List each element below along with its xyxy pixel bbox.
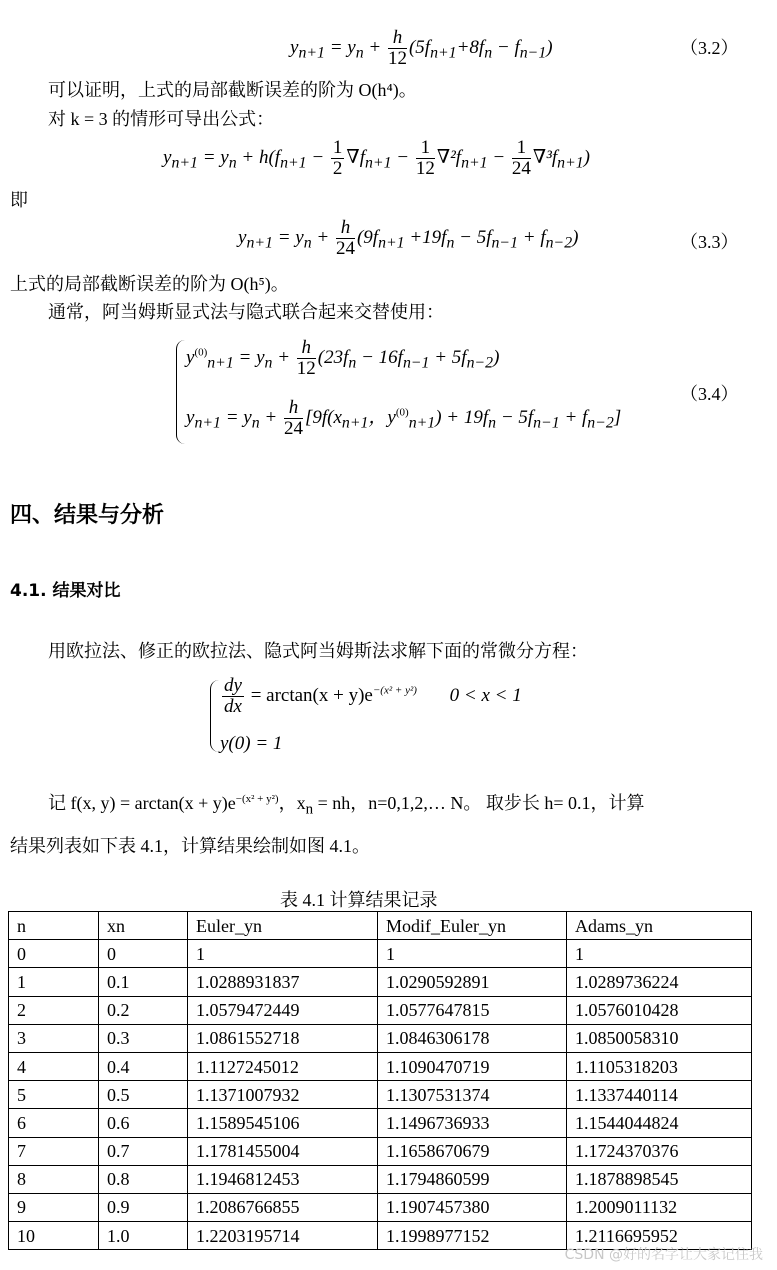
column-header: Modif_Euler_yn [378, 912, 567, 940]
brace [210, 680, 219, 752]
equation-3-2: $y_{n+1} = y_n$ + $\frac{h}{12}$ $(5f_{n+1}+8f_n - f_{n-1})$ [290, 27, 553, 69]
equation-3-4-line1: $y^{(0)}_{n+1} = y_n$ + $\frac{h}{12}$ $(23f_n - 16f_{n-1} + 5f_{n-2})$ [186, 337, 500, 379]
table-cell: 1.0850058310 [567, 1024, 752, 1052]
table-cell: 1.2116695952 [567, 1222, 752, 1250]
table-cell: 1.0 [99, 1222, 188, 1250]
table-cell: 0.4 [99, 1052, 188, 1080]
table-cell: 0 [9, 940, 99, 968]
paragraph: 结果列表如下表 4.1，计算结果绘制如图 4.1。 [10, 836, 370, 856]
table-cell: 10 [9, 1222, 99, 1250]
table-cell: 0.9 [99, 1193, 188, 1221]
paragraph: 对 k = 3 的情形可导出公式： [48, 109, 275, 129]
table-cell: 1.0846306178 [378, 1024, 567, 1052]
table-cell: 8 [9, 1165, 99, 1193]
table-row [9, 940, 752, 968]
table-cell: 1.1946812453 [188, 1165, 378, 1193]
table-cell: 0.3 [99, 1024, 188, 1052]
table-cell: 0.8 [99, 1165, 188, 1193]
paragraph: 上式的局部截断误差的阶为 O(h⁵)。 [10, 274, 289, 294]
equation-3-4-line2: $y_{n+1} = y_n$ + $\frac{h}{24}$ [$9f(x_{n+1}$，$y^{(0)}_{n+1}) + 19f_n - 5f_{n-1} + f_{n-2}$] [186, 397, 622, 439]
table-cell: 1.1496736933 [378, 1109, 567, 1137]
table-cell: 0 [99, 940, 188, 968]
table-row [9, 1024, 752, 1052]
column-header: n [9, 912, 99, 940]
table-cell: 1.2009011132 [567, 1193, 752, 1221]
table-cell: 1.1907457380 [378, 1193, 567, 1221]
table-cell: 7 [9, 1137, 99, 1165]
table-cell: 1.1658670679 [378, 1137, 567, 1165]
equation-3-3: $y_{n+1} = y_n$ + $\frac{h}{24}$ $(9f_{n+1} +19f_n - 5f_{n-1} + f_{n-2})$ [238, 217, 579, 259]
column-header: Adams_yn [567, 912, 752, 940]
table-row [9, 1109, 752, 1137]
table-row [9, 1137, 752, 1165]
table-cell: 1 [188, 940, 378, 968]
table-row [9, 968, 752, 996]
column-header: Euler_yn [188, 912, 378, 940]
table-cell: 1.1127245012 [188, 1052, 378, 1080]
table-cell: 0.2 [99, 996, 188, 1024]
section-heading: 四、结果与分析 [10, 503, 165, 528]
table-cell: 0.6 [99, 1109, 188, 1137]
table-cell: 1 [9, 968, 99, 996]
table-cell: 1.1589545106 [188, 1109, 378, 1137]
equation-number: （3.3） [680, 232, 739, 252]
table-row [9, 996, 752, 1024]
table-cell: 1 [378, 940, 567, 968]
table-cell: 1.1724370376 [567, 1137, 752, 1165]
table-row [9, 1081, 752, 1109]
table-cell: 1.2086766855 [188, 1193, 378, 1221]
ode-equation: $\frac{dy}{dx}$ = $\arctan(x + y)e^{-(x^2 + y^2)}$ 0 < x < 1 [224, 675, 522, 717]
table-caption: 表 4.1 计算结果记录 [280, 890, 438, 910]
table-cell: 2 [9, 996, 99, 1024]
watermark: CSDN @好的名字让大家记住我 [564, 1247, 763, 1263]
table-cell: 4 [9, 1052, 99, 1080]
table-cell: 0.7 [99, 1137, 188, 1165]
paragraph: 即 [10, 190, 28, 210]
subsection-heading: 4.1. 结果对比 [10, 581, 121, 601]
table-cell: 1.0576010428 [567, 996, 752, 1024]
paragraph: 通常，阿当姆斯显式法与隐式联合起来交替使用： [48, 302, 444, 322]
table-cell: 1.1878898545 [567, 1165, 752, 1193]
column-header: xn [99, 912, 188, 940]
table-cell: 1 [567, 940, 752, 968]
table-cell: 1.1544044824 [567, 1109, 752, 1137]
paragraph: 用欧拉法、修正的欧拉法、隐式阿当姆斯法求解下面的常微分方程： [48, 641, 588, 661]
table-cell: 5 [9, 1081, 99, 1109]
table-cell: 1.2203195714 [188, 1222, 378, 1250]
table-row [9, 1165, 752, 1193]
table-cell: 1.0290592891 [378, 968, 567, 996]
table-cell: 1.0579472449 [188, 996, 378, 1024]
table-cell: 1.1090470719 [378, 1052, 567, 1080]
table-cell: 1.1781455004 [188, 1137, 378, 1165]
table-cell: 1.0289736224 [567, 968, 752, 996]
table-row [9, 1193, 752, 1221]
ode-initial-condition: y(0) = 1 [220, 733, 283, 754]
table-cell: 1.1998977152 [378, 1222, 567, 1250]
equation-number: （3.4） [680, 384, 739, 404]
paragraph: 可以证明，上式的局部截断误差的阶为 O(h⁴)。 [48, 80, 417, 100]
table-cell: 1.0577647815 [378, 996, 567, 1024]
table-row [9, 1052, 752, 1080]
table-cell: 1.1794860599 [378, 1165, 567, 1193]
equation-number: （3.2） [680, 38, 739, 58]
table-cell: 3 [9, 1024, 99, 1052]
table-cell: 1.1371007932 [188, 1081, 378, 1109]
results-table [8, 911, 752, 1250]
table-cell: 1.1105318203 [567, 1052, 752, 1080]
table-cell: 0.5 [99, 1081, 188, 1109]
table-cell: 0.1 [99, 968, 188, 996]
table-cell: 1.0861552718 [188, 1024, 378, 1052]
equation-k3: $y_{n+1} = y_n + h(f_{n+1}$ − $\frac{1}{2}$ $\nabla f_{n+1}$ − $\frac{1}{12}$ $\nabla^2f_{n+1}$ − $\frac{1}{24}$ $\nabla^3f_{n+1}$) [163, 137, 590, 179]
brace [176, 340, 185, 444]
paragraph: 记 f(x, $y) = \arctan(x + y)e^{-(x^2 + y^2)}$，$x_n$ = nh，n=0,1,2,… N。 取步长 h= 0.1，计算 [48, 793, 645, 818]
table-cell: 1.0288931837 [188, 968, 378, 996]
table-cell: 6 [9, 1109, 99, 1137]
table-header-row [9, 912, 752, 940]
table-cell: 1.1337440114 [567, 1081, 752, 1109]
table-cell: 1.1307531374 [378, 1081, 567, 1109]
table-cell: 9 [9, 1193, 99, 1221]
